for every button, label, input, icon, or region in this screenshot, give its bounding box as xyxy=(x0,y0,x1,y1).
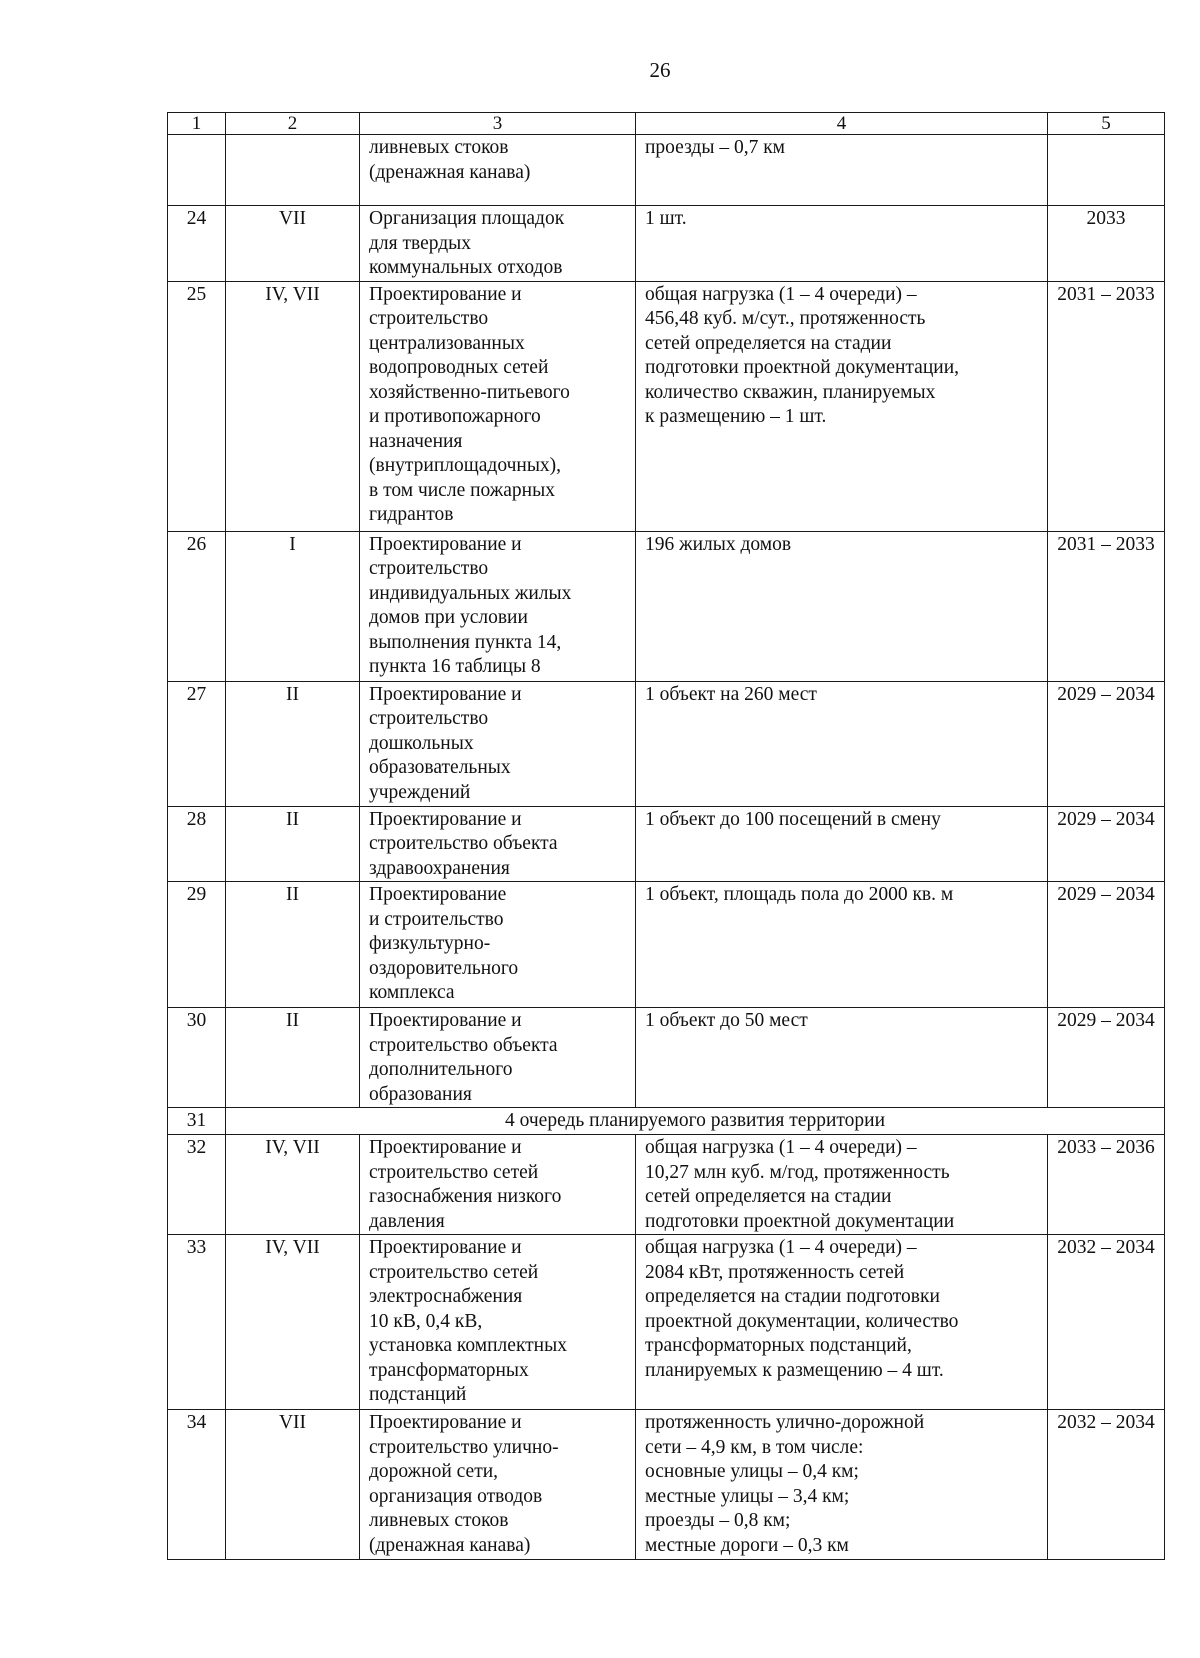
row-years xyxy=(1048,135,1165,206)
row-phase: I xyxy=(226,531,360,681)
row-phase: II xyxy=(226,882,360,1008)
table-row xyxy=(168,206,1165,282)
row-activity: Проектирование и строительство физкультурно- оздоровительного комплекса xyxy=(360,882,636,1008)
row-years: 2033 xyxy=(1048,206,1165,282)
row-number: 25 xyxy=(168,281,226,531)
row-parameters: общая нагрузка (1 – 4 очереди) – 10,27 млн куб. м/год, протяженность сетей определяется на стадии подготовки проектной документации xyxy=(636,1135,1048,1235)
row-parameters: 1 объект до 100 посещений в смену xyxy=(636,806,1048,882)
row-phase: IV, VII xyxy=(226,281,360,531)
table-row xyxy=(168,531,1165,681)
table-header-row xyxy=(168,113,1165,135)
row-number: 34 xyxy=(168,1410,226,1560)
row-phase: II xyxy=(226,1008,360,1108)
table-row xyxy=(168,1008,1165,1108)
row-activity: Организация площадок для твердых коммунальных отходов xyxy=(360,206,636,282)
row-number: 29 xyxy=(168,882,226,1008)
row-years: 2033 – 2036 xyxy=(1048,1135,1165,1235)
row-number: 27 xyxy=(168,681,226,806)
row-phase: IV, VII xyxy=(226,1235,360,1410)
row-number: 24 xyxy=(168,206,226,282)
planning-table xyxy=(167,112,1165,1560)
row-phase: II xyxy=(226,806,360,882)
row-years: 2032 – 2034 xyxy=(1048,1410,1165,1560)
row-activity: Проектирование и строительство сетей электроснабжения 10 кВ, 0,4 кВ, установка комплектных трансформаторных подстанций xyxy=(360,1235,636,1410)
row-years: 2029 – 2034 xyxy=(1048,806,1165,882)
row-years: 2029 – 2034 xyxy=(1048,1008,1165,1108)
header-cell-3: 3 xyxy=(360,113,636,135)
row-activity: Проектирование и строительство индивидуальных жилых домов при условии выполнения пункта 14, пункта 16 таблицы 8 xyxy=(360,531,636,681)
row-number: 33 xyxy=(168,1235,226,1410)
row-parameters: 1 шт. xyxy=(636,206,1048,282)
row-years: 2029 – 2034 xyxy=(1048,882,1165,1008)
row-number: 28 xyxy=(168,806,226,882)
row-phase xyxy=(226,135,360,206)
section-heading: 4 очередь планируемого развития территории xyxy=(226,1108,1165,1135)
row-number: 26 xyxy=(168,531,226,681)
table-row xyxy=(168,1410,1165,1560)
row-parameters: 196 жилых домов xyxy=(636,531,1048,681)
row-years: 2031 – 2033 xyxy=(1048,281,1165,531)
header-cell-4: 4 xyxy=(636,113,1048,135)
table-row xyxy=(168,806,1165,882)
table-row xyxy=(168,281,1165,531)
row-activity: Проектирование и строительство объекта здравоохранения xyxy=(360,806,636,882)
row-number: 32 xyxy=(168,1135,226,1235)
table-row xyxy=(168,135,1165,206)
row-phase: IV, VII xyxy=(226,1135,360,1235)
header-cell-5: 5 xyxy=(1048,113,1165,135)
header-cell-2: 2 xyxy=(226,113,360,135)
row-parameters: общая нагрузка (1 – 4 очереди) – 456,48 куб. м/сут., протяженность сетей определяется на стадии подготовки проектной документации, количество скважин, планируемых к размещению – 1 шт. xyxy=(636,281,1048,531)
row-activity: Проектирование и строительство улично- дорожной сети, организация отводов ливневых стоков (дренажная канава) xyxy=(360,1410,636,1560)
header-cell-1: 1 xyxy=(168,113,226,135)
row-activity: Проектирование и строительство дошкольных образовательных учреждений xyxy=(360,681,636,806)
row-activity: Проектирование и строительство объекта дополнительного образования xyxy=(360,1008,636,1108)
row-activity: ливневых стоков (дренажная канава) xyxy=(360,135,636,206)
row-parameters: 1 объект до 50 мест xyxy=(636,1008,1048,1108)
row-parameters: протяженность улично-дорожной сети – 4,9 км, в том числе: основные улицы – 0,4 км; местные улицы – 3,4 км; проезды – 0,8 км; местные дороги – 0,3 км xyxy=(636,1410,1048,1560)
page-number: 26 xyxy=(649,58,671,82)
section-row xyxy=(168,1108,1165,1135)
row-activity: Проектирование и строительство сетей газоснабжения низкого давления xyxy=(360,1135,636,1235)
row-phase: VII xyxy=(226,1410,360,1560)
row-number xyxy=(168,135,226,206)
table-row xyxy=(168,681,1165,806)
row-parameters: 1 объект на 260 мест xyxy=(636,681,1048,806)
table-row xyxy=(168,882,1165,1008)
table-row xyxy=(168,1235,1165,1410)
table-row xyxy=(168,1135,1165,1235)
row-parameters: проезды – 0,7 км xyxy=(636,135,1048,206)
row-phase: II xyxy=(226,681,360,806)
row-years: 2029 – 2034 xyxy=(1048,681,1165,806)
row-phase: VII xyxy=(226,206,360,282)
row-number: 31 xyxy=(168,1108,226,1135)
row-activity: Проектирование и строительство централизованных водопроводных сетей хозяйственно-питьевого и противопожарного назначения (внутриплощадочных), в том числе пожарных гидрантов xyxy=(360,281,636,531)
row-parameters: общая нагрузка (1 – 4 очереди) – 2084 кВт, протяженность сетей определяется на стадии подготовки проектной документации, количество трансформаторных подстанций, планируемых к размещению – 4 шт. xyxy=(636,1235,1048,1410)
row-years: 2031 – 2033 xyxy=(1048,531,1165,681)
row-number: 30 xyxy=(168,1008,226,1108)
row-years: 2032 – 2034 xyxy=(1048,1235,1165,1410)
row-parameters: 1 объект, площадь пола до 2000 кв. м xyxy=(636,882,1048,1008)
